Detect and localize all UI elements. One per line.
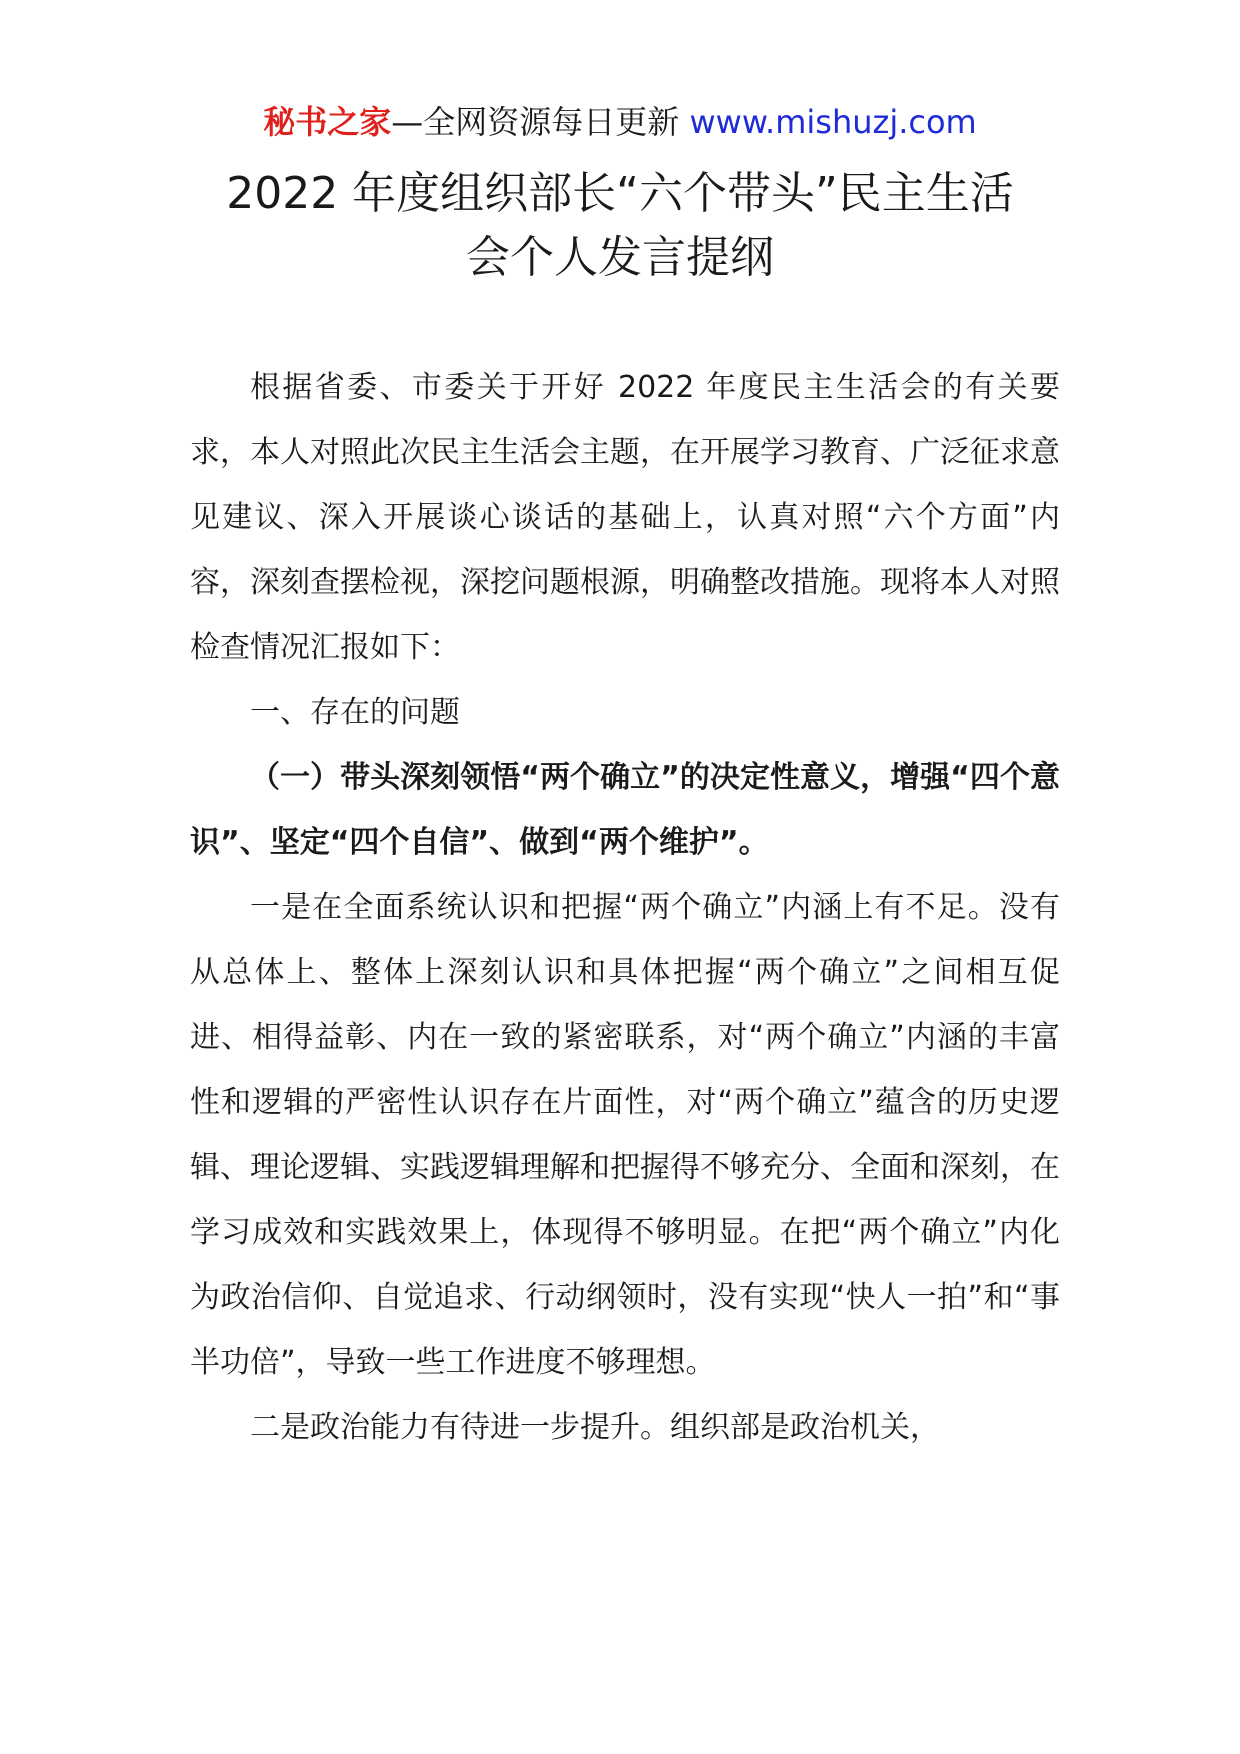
site-slogan: —全网资源每日更新 bbox=[391, 103, 680, 141]
section-heading: 一、存在的问题 bbox=[250, 695, 460, 730]
intro-paragraph: 根据省委、市委关于开好 2022 年度民主生活会的有关要求，本人对照此次民主生活会主题，在开展学习教育、广泛征求意见建议、深入开展谈心谈话的基础上，认真对照“六个方面”内容，深刻查摆检视，深挖问题根源，明确整改措施。现将本人对照检查情况汇报如下： bbox=[190, 370, 1060, 665]
document-title bbox=[150, 162, 1090, 290]
document-body bbox=[190, 355, 1060, 1460]
site-header bbox=[0, 100, 1240, 144]
document-title-line-2: 会个人发言提纲 bbox=[466, 232, 774, 283]
body-paragraph: 一是在全面系统认识和把握“两个确立”内涵上有不足。没有从总体上、整体上深刻认识和具体把握“两个确立”之间相互促进、相得益彰、内在一致的紧密联系，对“两个确立”内涵的丰富性和逻辑的严密性认识存在片面性，对“两个确立”蕴含的历史逻辑、理论逻辑、实践逻辑理解和把握得不够充分、全面和深刻，在学习成效和实践效果上，体现得不够明显。在把“两个确立”内化为政治信仰、自觉追求、行动纲领时，没有实现“快人一拍”和“事半功倍”，导致一些工作进度不够理想。 bbox=[190, 890, 1060, 1380]
subsection-heading: （一）带头深刻领悟“两个确立”的决定性意义，增强“四个意识”、坚定“四个自信”、做到“两个维护”。 bbox=[190, 760, 1060, 860]
site-url-link[interactable]: www.mishuzj.com bbox=[689, 103, 977, 141]
body-paragraph: 二是政治能力有待进一步提升。组织部是政治机关， bbox=[250, 1410, 940, 1445]
document-title-line-1: 2022 年度组织部长“六个带头”民主生活 bbox=[226, 168, 1014, 219]
site-brand: 秘书之家 bbox=[263, 103, 392, 141]
